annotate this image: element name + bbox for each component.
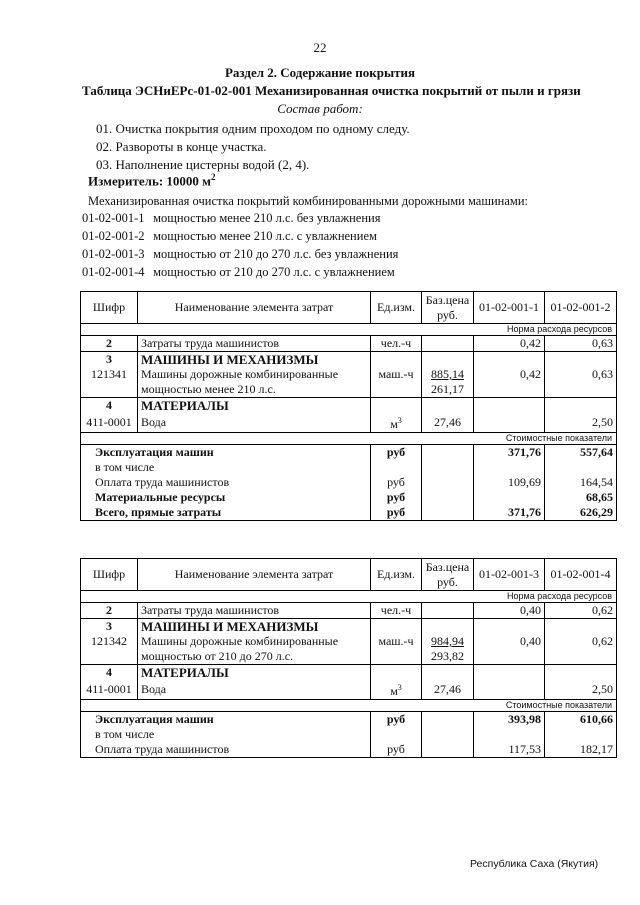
work-item: 02. Развороты в конце участка. [96,139,267,154]
intro-text: Механизированная очистка покрытий комбинированными дорожными машинами: [88,194,528,208]
header-col1: 01-02-001-1 [474,292,545,324]
header-unit: Ед.изм. [371,292,422,324]
header-col2: 01-02-001-2 [545,292,617,324]
table-row: 4 МАТЕРИАЛЫ [81,665,617,681]
norm-label: Норма расхода ресурсов [81,591,617,603]
table-row: 411-0001 Вода $м^3$ 27,46 2,50 [81,413,617,433]
header-name: Наименование элемента затрат [138,559,371,591]
section-title: Раздел 2. Содержание покрытия [224,65,416,80]
header-col1: 01-02-001-3 [474,559,545,591]
code-description: 01-02-001-3 мощностью от 210 до 270 л.с. без увлажнения [82,247,399,261]
table-row: 2 Затраты труда машинистов чел.-ч 0,40 0,62 [81,603,617,619]
table-row: Материальные ресурсы руб 68,65 [81,490,617,505]
table-title: Таблица ЭСНиЕРс-01-02-001 Механизированная очистка покрытий от пыли и грязи [82,83,581,98]
header-col2: 01-02-001-4 [545,559,617,591]
table-row: Оплата труда машинистов руб 109,69 164,54 [81,475,617,490]
header-name: Наименование элемента затрат [138,292,371,324]
table-row: 2 Затраты труда машинистов чел.-ч 0,42 0,63 [81,336,617,352]
code-description: 01-02-001-4 мощностью от 210 до 270 л.с. с увлажнением [82,265,395,279]
table-row: 3 МАШИНЫ И МЕХАНИЗМЫ [81,619,617,635]
table-row: Эксплуатация машин руб 371,76 557,64 [81,445,617,461]
table-row: 411-0001 Вода $м^3$ 27,46 2,50 [81,680,617,700]
measure-unit: Измеритель: 10000 $м^2$ [88,172,216,189]
table-row: Оплата труда машинистов руб 117,53 182,17 [81,742,617,758]
table-header-row [81,292,617,324]
table-row: Всего, прямые затраты руб 371,76 626,29 [81,505,617,521]
work-item: 01. Очистка покрытия одним проходом по одному следу. [96,121,410,136]
table-row: в том числе [81,460,617,475]
table-header-row [81,559,617,591]
footer-region: Республика Саха (Якутия) [470,858,599,870]
table-row: 121342 Машины дорожные комбинированные мощностью от 210 до 270 л.с. маш.-ч 984,94 293,82 0,40 0,62 [81,634,617,665]
cost-label: Стоимостные показатели [81,700,617,712]
cost-label: Стоимостные показатели [81,433,617,445]
resource-table-1 [80,291,617,521]
code-description: 01-02-001-1 мощностью менее 210 л.с. без увлажнения [82,211,381,225]
header-code: Шифр [81,559,138,591]
header-price: Баз.цена руб. [422,559,474,591]
resource-table-2 [80,558,617,758]
page-number: 22 [313,40,327,55]
header-price: Баз.цена руб. [422,292,474,324]
table-row: 4 МАТЕРИАЛЫ [81,398,617,414]
code-description: 01-02-001-2 мощностью менее 210 л.с. с увлажнением [82,229,377,243]
table-row: 3 МАШИНЫ И МЕХАНИЗМЫ [81,352,617,368]
norm-label: Норма расхода ресурсов [81,324,617,336]
work-item: 03. Наполнение цистерны водой (2, 4). [96,157,310,172]
header-unit: Ед.изм. [371,559,422,591]
composition-title: Состав работ: [277,101,363,116]
table-row: в том числе [81,727,617,742]
table-row: Эксплуатация машин руб 393,98 610,66 [81,712,617,728]
header-code: Шифр [81,292,138,324]
table-row: 121341 Машины дорожные комбинированные мощностью менее 210 л.с. маш.-ч 885,14 261,17 0,42 0,63 [81,367,617,398]
